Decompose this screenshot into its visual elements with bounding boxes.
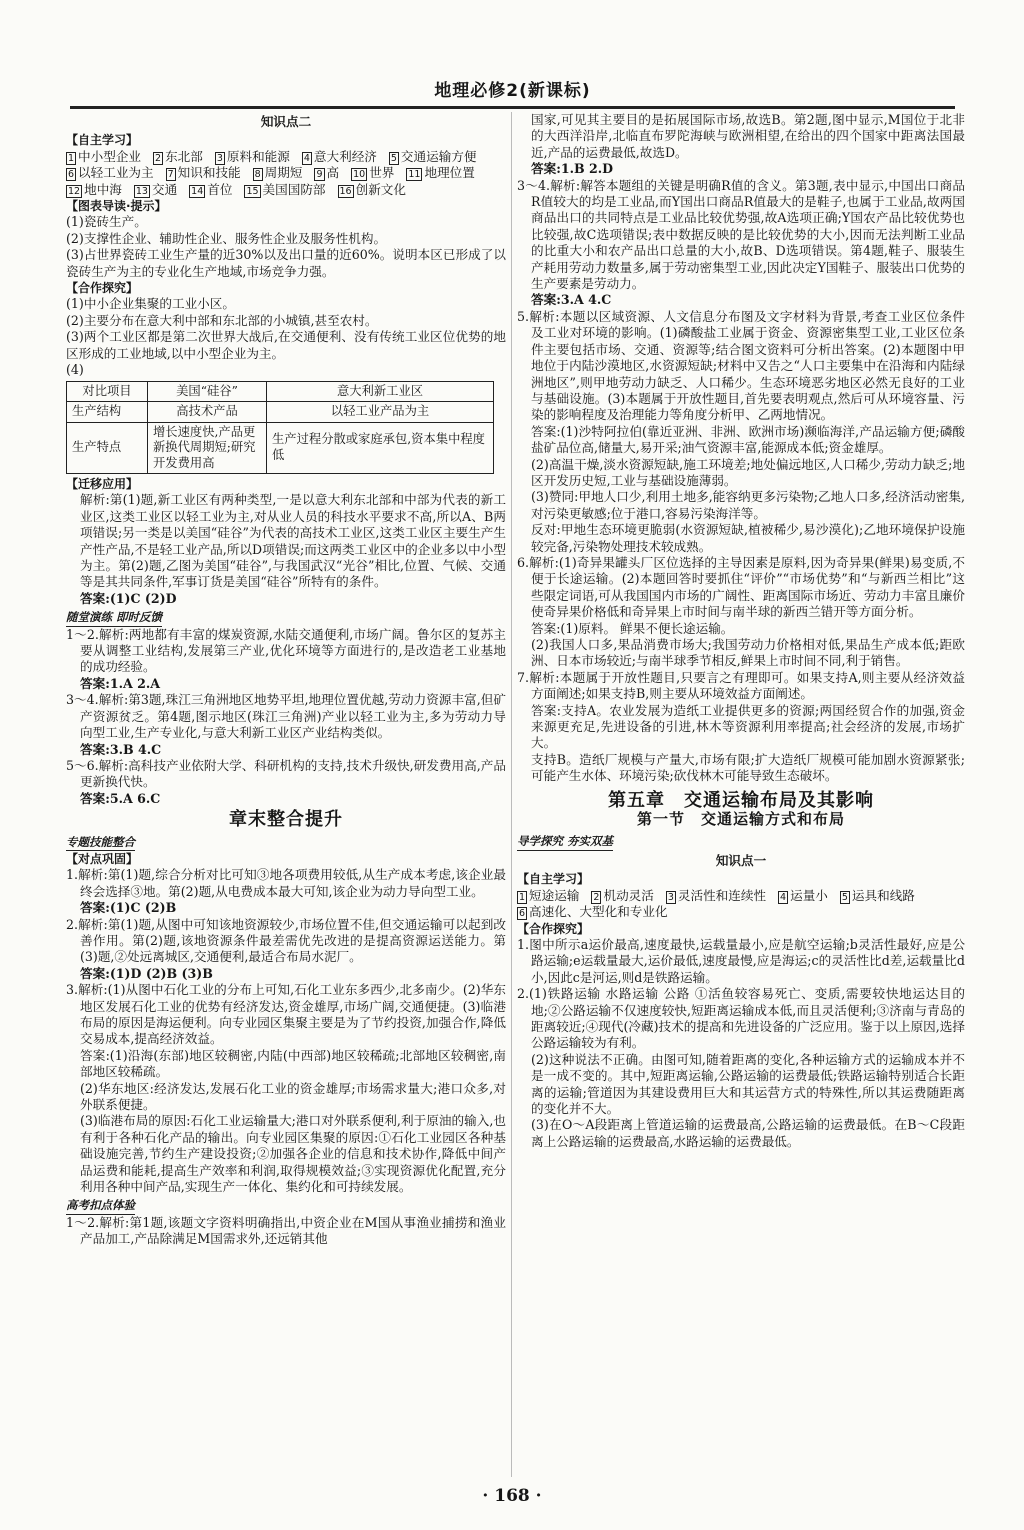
guide-label: 导学探究 夯实双基 — [517, 833, 613, 850]
answer-line: 答案:3.A 4.C — [531, 292, 612, 308]
paragraph: (3)赞同:甲地人口少,利用土地多,能容纳更多污染物;乙地人口多,经济活动密集,对污染更敏感;位于港口,容易污染海洋等。 — [531, 489, 965, 521]
paragraph: (3)在O～A段距离上管道运输的运费最高,公路运输的运费最低。在B～C段距离上公路运输的运费最高,水路运输的运费最低。 — [531, 1117, 965, 1149]
paragraph: 1.解析:第(1)题,综合分析对比可知③地各项费用较低,从生产成本考虑,该企业最终会选择③地。第(2)题,从电费成本最大可知,该企业为动力导向型工业。 — [66, 867, 506, 899]
answer-item: 5 运具和线路 — [841, 887, 915, 903]
answer-line: 答案:(1)沙特阿拉伯(靠近亚洲、非洲、欧洲市场)濒临海洋,产品运输方便;磷酸盐矿品位高,储量大,易开采;油气资源丰富,能源成本低;资金雄厚。 — [531, 423, 965, 456]
chapter-title: 第五章 交通运输布局及其影响 — [608, 789, 874, 811]
paragraph: 2.(1)铁路运输 水路运输 公路 ①活鱼较容易死亡、变质,需要较快地运达目的地;②公路运输不仅速度较快,短距离运输成本低,而且灵活便利;③济南与青岛的距离较近;④现代(冷藏)技术的提高和先进设备的广泛应用。鉴于以上原因,选择公路运输较为有利。 — [517, 986, 965, 1051]
answer-item: 6 以轻工业为主 — [68, 165, 154, 181]
table-header-cell: 美国“硅谷” — [148, 381, 267, 402]
answer-line: 答案:1.A 2.A — [80, 675, 161, 691]
comparison-table — [66, 381, 494, 475]
transfer-tag: 【迁移应用】 — [66, 477, 139, 491]
chart-guide-tag: 【图表导读·提示】 — [66, 199, 167, 214]
paragraph: 7.解析:本题属于开放性题目,只要言之有理即可。如果支持A,则主要从经济效益方面阐述;如果支持B,则主要从环境效益方面阐述。 — [517, 669, 965, 702]
answer-line: 答案:(1)D (2)B (3)B — [80, 965, 213, 981]
answer-item: 3 灵活性和连续性 — [667, 887, 767, 903]
answer-item: 16 创新文化 — [339, 181, 406, 197]
page-header — [70, 66, 955, 109]
paragraph: (1)瓷砖生产。 — [66, 214, 147, 230]
paragraph: 5.解析:本题以区域资源、人文信息分布图及文字材料为背景,考查工业区位条件及工业对环境的影响。(1)磷酸盐工业属于资金、资源密集型工业,工业区位条件主要包括市场、交通、资源等;结合图文资料可分析出答案。(2)本题图中甲地位于内陆沙漠地区,水资源短缺;材料中又告之“人口主要集中在沿海和内陆绿洲地区”,则甲地劳动力缺乏、人口稀少。生态环境恶劣地区必然无良好的工业与基础设施。(3)本题属于开放性题目,首先要表明观点,然后可从环境容量、污染的影响程度及治理能力等角度分析甲、乙两地情况。 — [517, 308, 965, 423]
answer-item: 14 首位 — [191, 181, 233, 197]
paragraph: (1)中小企业集聚的工业小区。 — [66, 296, 235, 312]
answer-item: 2 东北部 — [155, 148, 203, 164]
paragraph: 解析:第(1)题,新工业区有两种类型,一是以意大利东北部和中部为代表的新工业区,这类工业区以轻工业为主,对从业人员的科技水平要求不高,所以A、B两项错误;另一类是以美国“硅谷”为代表的高技术工业区,这类工业区主要生产生产性产品,不是轻工业产品,所以D项错误;而这两类工业区中的企业多以中小型为主。第(2)题,乙图为美国“硅谷”,与我国武汉“光谷”相比,位置、气候、交通等是其共同条件,军事订货是美国“硅谷”所特有的条件。 — [80, 492, 506, 590]
table-cell: 生产特点 — [67, 422, 148, 474]
exam-label: 高考扣点体验 — [66, 1197, 135, 1214]
answer-item: 5 交通运输方便 — [390, 148, 477, 164]
paragraph: (2)这种说法不正确。由图可知,随着距离的变化,各种运输方式的运输成本并不是一成不变的。其中,短距离运输,公路运输的运费最低;铁路运输特别适合长距离的运输;管道因为其建设费用巨大和其运营方式的特殊性,所以其运费随距离的变化并不大。 — [531, 1051, 965, 1116]
answer-item: 10 世界 — [353, 165, 395, 181]
page-title: 地理必修2(新课标) — [434, 81, 591, 101]
knowledge-point-1-title: 知识点一 — [715, 852, 767, 868]
paragraph: 3.解析:(1)从图中石化工业的分布上可知,石化工业东多西少,北多南少。(2)华东地区发展石化工业的优势有经济发达,资金雄厚,市场广阔,交通便捷。(3)临港布局的原因是海运便利。向专业园区集聚主要是为了节约投资,加强合作,降低交易成本,提高经济效益。 — [66, 982, 506, 1047]
section-title: 第一节 交通运输方式和布局 — [636, 810, 845, 829]
answer-item: 9 高 — [316, 165, 340, 181]
answer-item: 6 高速化、大型化和专业化 — [519, 904, 668, 920]
table-cell: 增长速度快,产品更新换代周期短;研究开发费用高 — [148, 422, 267, 474]
chapter-end-title: 章末整合提升 — [229, 809, 343, 831]
answer-item: 1 短途运输 — [519, 887, 580, 903]
table-header-cell: 意大利新工业区 — [267, 381, 494, 402]
knowledge-point-2-title: 知识点二 — [260, 114, 312, 129]
answer-line: 答案:(1)C (2)B — [80, 900, 177, 916]
left-column — [66, 112, 506, 1248]
answer-item: 12 地中海 — [68, 181, 122, 197]
consolidate-tag: 【对点巩固】 — [66, 851, 139, 866]
table-row — [67, 402, 494, 423]
paragraph: 1～2.解析:两地都有丰富的煤炭资源,水陆交通便利,市场广阔。鲁尔区的复苏主要从调整工业结构,发展第三产业,优化环境等方面进行的,是改造老工业基地的成功经验。 — [66, 626, 506, 675]
paragraph: 支持B。造纸厂规模与产量大,市场有限;扩大造纸厂规模可能加剧水资源紧张;可能产生水体、环境污染;砍伐林木可能导致生态破坏。 — [531, 751, 965, 784]
paragraph: (2)高温干燥,淡水资源短缺,施工环境差;地处偏远地区,人口稀少,劳动力缺乏;地区开发历史短,工业与基础设施薄弱。 — [531, 456, 965, 488]
table-cell: 以轻工业产品为主 — [267, 402, 494, 423]
cooperation-tag: 【合作探究】 — [517, 921, 590, 936]
answer-item: 4 意大利经济 — [303, 148, 377, 164]
table-header-row — [67, 381, 494, 402]
paragraph: 1.图中所示a运价最高,速度最快,运载量最小,应是航空运输;b灵活性最好,应是公路运输;e运载量最大,运价最低,速度最慢,应是海运;c的灵活性比d差,运载量比d小,因此c是河运,则d是铁路运输。 — [517, 936, 965, 985]
self-study-tag: 【自主学习】 — [517, 872, 590, 887]
answer-item: 3 原料和能源 — [216, 148, 290, 164]
drill-label: 随堂演练 即时反馈 — [66, 609, 162, 626]
paragraph: (2)我国人口多,果品消费市场大;我国劳动力价格相对低,果品生产成本低;距欧洲、日本市场较近;与南半球季节相反,鲜果上市时间不同,利于销售。 — [531, 637, 965, 669]
answer-item: 2 机动灵活 — [593, 887, 654, 903]
paragraph: 3～4.解析:第3题,珠江三角洲地区地势平坦,地理位置优越,劳动力资源丰富,但矿产资源贫乏。第4题,图示地区(珠江三角洲)产业以轻工业为主,多为劳动力导向型工业,生产专业化,与意大利新工业区产业结构类似。 — [66, 692, 506, 741]
paragraph: 6.解析:(1)奇异果罐头厂区位选择的主导因素是原料,因为奇异果(鲜果)易变质,不便于长途运输。(2)本题回答时要抓住“评价”“市场优势”和“与新西兰相比”这些限定词语,可从我国国内市场的广阔性、距离国际市场近、劳动力丰富且廉价使奇异果价格低和奇异果上市时间与南半球的新西兰错开等方面分析。 — [517, 554, 965, 620]
topic-label: 专题技能整合 — [66, 834, 135, 851]
paragraph: 反对:甲地生态环境更脆弱(水资源短缺,植被稀少,易沙漠化);乙地环境保护设施较完备,污染物处理技术较成熟。 — [531, 522, 965, 554]
column-divider — [511, 112, 512, 1477]
paragraph: (2)主要分布在意大利中部和东北部的小城镇,甚至农村。 — [66, 312, 378, 328]
table-row — [67, 422, 494, 474]
table-cell: 高技术产品 — [148, 402, 267, 423]
paragraph: (4) — [66, 362, 84, 378]
paragraph: 5～6.解析:高科技产业依附大学、科研机构的支持,技术升级快,研发费用高,产品更新换代快。 — [66, 757, 506, 790]
paragraph: 国家,可见其主要目的是拓展国际市场,故选B。第2题,图中显示,M国位于北非的大西洋沿岸,北临直布罗陀海峡与欧洲相望,在给出的四个国家中距离法国最近,产品的运费最低,故选D。 — [531, 112, 965, 160]
answer-item: 4 运量小 — [780, 887, 828, 903]
answer-item: 7 知识和技能 — [167, 165, 241, 181]
paragraph: (3)两个工业区都是第二次世界大战后,在交通便利、没有传统工业区位优势的地区形成的工业地域,以中小型企业为主。 — [66, 329, 506, 361]
paragraph: (3)临港布局的原因:石化工业运输量大;港口对外联系便利,利于原油的输入,也有利于各种石化产品的输出。向专业园区集聚的原因:①石化工业园区各种基础设施完善,节约生产建设投资;②加强各企业的信息和技术协作,降低中间产品运费和能耗,提高生产效率和利润,取得规模效益;③实现资源优化配置,充分利用各种中间产品,实现生产一体化、集约化和可持续发展。 — [80, 1113, 506, 1195]
self-study-answers — [66, 149, 506, 198]
paragraph: 3～4.解析:解答本题组的关键是明确R值的含义。第3题,表中显示,中国出口商品R值较大的均是工业品,而Y国出口商品R值最大的是鞋子,也属于工业品,故两国商品出口的共同特点是工业品比较优势强,故A选项正确;Y国农产品比较优势也比较强,故C选项错误;表中数据反映的是比较优势的大小,因而无法判断工业品的比重大小和农产品出口总量的大小,故B、D选项错误。第4题,鞋子、服装生产耗用劳动力数量多,属于劳动密集型工业,因此决定Y国鞋子、服装出口优势的生产要素是劳动力。 — [517, 177, 965, 292]
answer-item: 15 美国国防部 — [246, 181, 326, 197]
answer-line: 答案:(1)沿海(东部)地区较稠密,内陆(中西部)地区较稀疏;北部地区较稠密,南部地区较稀疏。 — [80, 1047, 506, 1080]
cooperation-tag: 【合作探究】 — [66, 281, 139, 296]
table-cell: 生产过程分散或家庭承包,资本集中程度低 — [267, 422, 494, 474]
page-number: · 168 · — [482, 1486, 542, 1506]
answer-line: 答案:(1)C (2)D — [80, 590, 177, 606]
self-study-answers — [517, 888, 965, 921]
right-column — [517, 112, 965, 1150]
answer-line: 答案:3.B 4.C — [80, 741, 162, 757]
paragraph: 2.解析:第(1)题,从图中可知该地资源较少,市场位置不佳,但交通运输可以起到改善作用。第(2)题,该地资源条件最差需优先改进的是提高资源运送能力。第(3)题,②处远离城区,交通便利,最适合布局水泥厂。 — [66, 916, 506, 965]
answer-item: 13 交通 — [135, 181, 178, 197]
answer-line: 答案:1.B 2.D — [531, 161, 614, 177]
answer-item: 11 地理位置 — [408, 165, 475, 181]
table-header-cell: 对比项目 — [67, 381, 148, 402]
answer-item: 8 周期短 — [254, 165, 303, 181]
table-cell: 生产结构 — [67, 402, 148, 423]
paragraph: (2)华东地区:经济发达,发展石化工业的资金雄厚;市场需求量大;港口众多,对外联系便捷。 — [80, 1080, 506, 1113]
answer-line: 答案:支持A。农业发展为造纸工业提供更多的资源;两国经贸合作的加强,资金来源更充足,先进设备的引进,林木等资源利用率提高;社会经济的发展,市场扩大。 — [531, 702, 965, 751]
answer-item: 1 中小型企业 — [68, 148, 142, 164]
answer-line: 答案:(1)原料。 鲜果不便长途运输。 — [531, 620, 734, 636]
paragraph: (2)支撑性企业、辅助性企业、服务性企业及服务性机构。 — [66, 230, 387, 246]
paragraph: (3)占世界瓷砖工业生产量的近30%以及出口量的近60%。说明本区已形成了以瓷砖生产为主的专业化生产地域,市场竞争力强。 — [66, 247, 506, 279]
answer-line: 答案:5.A 6.C — [80, 790, 161, 806]
self-study-tag: 【自主学习】 — [66, 133, 139, 148]
paragraph: 1～2.解析:第1题,该题文字资料明确指出,中资企业在M国从事渔业捕捞和渔业产品加工,产品除满足M国需求外,还远销其他 — [66, 1214, 506, 1247]
